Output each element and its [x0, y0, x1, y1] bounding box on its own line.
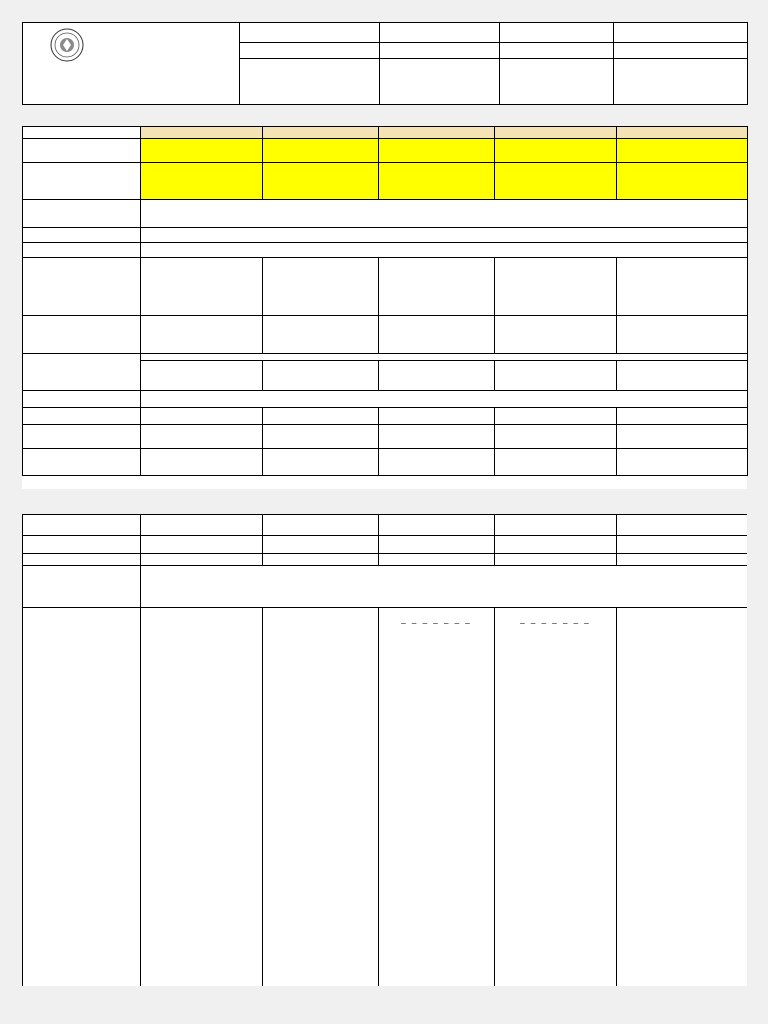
day3-competency — [379, 258, 495, 316]
day3-blank — [379, 163, 495, 200]
header-table — [22, 22, 748, 105]
day1-melc — [141, 316, 263, 354]
objectives-note — [141, 200, 748, 228]
deped-seal-icon — [50, 28, 84, 62]
day1-blank — [141, 163, 263, 200]
day2-references — [263, 408, 379, 425]
learning-resources-note — [141, 391, 748, 408]
day2-textbook — [263, 515, 379, 536]
quarter-value — [614, 59, 748, 105]
day1-competency — [141, 258, 263, 316]
day3-references — [379, 408, 495, 425]
day4-tg-pages — [495, 425, 617, 449]
day3-melc — [379, 316, 495, 354]
day4-melc — [495, 316, 617, 354]
performance-standards-label — [23, 243, 141, 258]
day4-textbook — [495, 515, 617, 536]
answer-blanks: _ _ _ _ _ _ _ — [520, 615, 591, 624]
performance-standards-text — [141, 243, 748, 258]
competencies-label — [23, 258, 141, 316]
learning-resources-label — [23, 391, 141, 408]
melc-label — [23, 316, 141, 354]
day2-tg-pages — [263, 425, 379, 449]
learning-area-value — [614, 43, 748, 59]
day5-competency — [617, 258, 748, 316]
day4-competency — [495, 258, 617, 316]
teaching-dates-label — [240, 59, 380, 105]
content-standards-label — [23, 228, 141, 243]
day1-textbook — [141, 515, 263, 536]
quarter-label — [500, 59, 614, 105]
day1-references — [141, 408, 263, 425]
teaching-dates-value — [380, 59, 500, 105]
learning-area-label — [500, 43, 614, 59]
day2-content — [263, 361, 379, 391]
day4-content — [495, 361, 617, 391]
day3-activity — [379, 608, 495, 987]
day5-tg-pages — [617, 425, 748, 449]
answer-blanks: _ _ _ _ _ _ _ — [401, 615, 472, 624]
day2-melc — [263, 316, 379, 354]
day5-header — [617, 127, 748, 139]
day2-blank — [263, 163, 379, 200]
day1-tg-pages — [141, 425, 263, 449]
objectives-label — [23, 200, 141, 228]
day1-content — [141, 361, 263, 391]
day5-textbook — [617, 515, 748, 536]
day3-lm-pages — [379, 449, 495, 476]
school-value — [380, 23, 500, 43]
textbook-pages-label — [23, 515, 141, 536]
day3-header — [379, 127, 495, 139]
day3-modality — [379, 139, 495, 163]
procedures-table — [22, 514, 747, 986]
day4-activity — [495, 608, 617, 987]
day1-reviewing — [141, 608, 263, 987]
day3-content — [379, 361, 495, 391]
teacher-label — [240, 43, 380, 59]
procedures-note — [141, 566, 748, 608]
day2-reviewing — [263, 608, 379, 987]
day5-melc — [617, 316, 748, 354]
teachers-guide-label — [23, 425, 141, 449]
grade-level-label — [500, 23, 614, 43]
day2-lm-pages — [263, 449, 379, 476]
day3-textbook — [379, 515, 495, 536]
procedures-page — [22, 514, 747, 986]
day5-blank — [617, 163, 748, 200]
day4-modality — [495, 139, 617, 163]
references-label — [23, 408, 141, 425]
day5-activity — [617, 608, 748, 987]
day4-header — [495, 127, 617, 139]
day5-lm-pages — [617, 449, 748, 476]
day1-modality — [141, 139, 263, 163]
day5-content — [617, 361, 748, 391]
day1-lm-pages — [141, 449, 263, 476]
objectives-table — [22, 126, 748, 476]
grade-level-value — [614, 23, 748, 43]
content-note — [141, 354, 748, 361]
day2-header — [263, 127, 379, 139]
content-standards-text — [141, 228, 748, 243]
other-resources-label — [23, 554, 141, 566]
teacher-value — [380, 43, 500, 59]
additional-materials-label — [23, 536, 141, 554]
day2-competency — [263, 258, 379, 316]
content-label — [23, 354, 141, 391]
day5-references — [617, 408, 748, 425]
school-label — [240, 23, 380, 43]
objectives-page — [22, 126, 747, 489]
procedures-label — [23, 566, 141, 608]
day2-modality — [263, 139, 379, 163]
header-page — [22, 22, 747, 104]
reviewing-label — [23, 608, 141, 987]
day1-header — [141, 127, 263, 139]
day4-references — [495, 408, 617, 425]
day4-lm-pages — [495, 449, 617, 476]
day5-modality — [617, 139, 748, 163]
day3-tg-pages — [379, 425, 495, 449]
day4-blank — [495, 163, 617, 200]
learners-material-label — [23, 449, 141, 476]
